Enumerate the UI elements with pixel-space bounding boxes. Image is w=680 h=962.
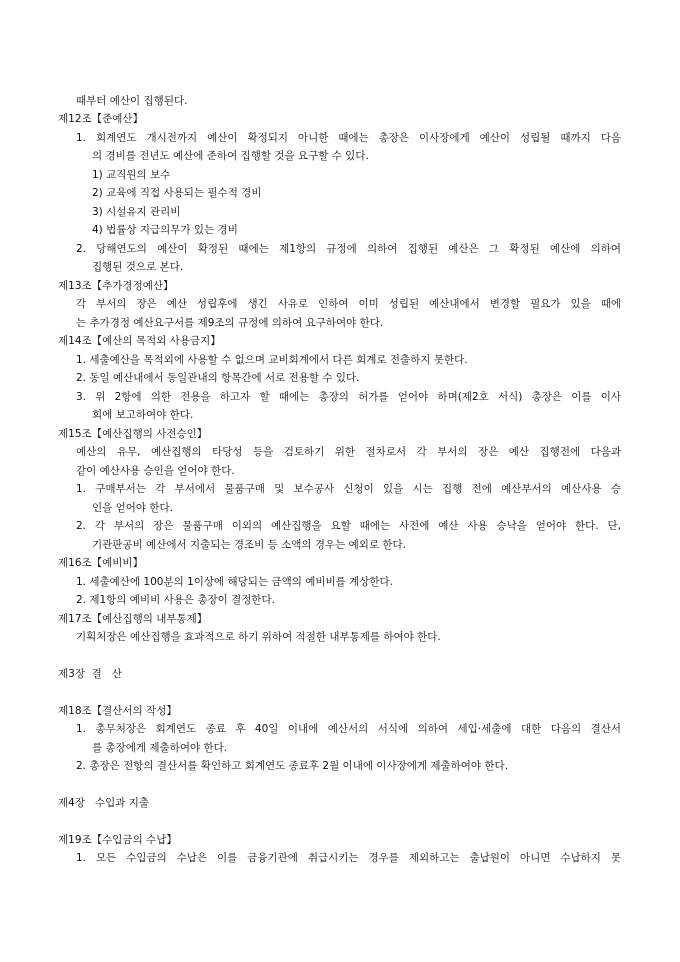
text-line: 예산의 유무, 예산집행의 타당성 등을 검토하기 위한 절차로서 각 부서의 장은 예산 집행전에 다음과 <box>76 446 621 458</box>
list-item: 1. 구매부서는 각 부서에서 물품구매 및 보수공사 신청이 있을 시는 집행 전에 예산부서의 예산사용 승 <box>76 483 621 495</box>
list-item: 1. 세출예산에 100분의 1이상에 해당되는 금액의 예비비를 계상한다. <box>76 576 394 588</box>
text-line: 의 경비를 전년도 예산에 준하여 집행할 것을 요구할 수 있다. <box>92 150 369 162</box>
article-heading: 제18조【결산서의 작성】 <box>58 705 177 717</box>
text-line: 를 총장에게 제출하여야 한다. <box>92 742 228 754</box>
list-item: 1. 회계연도 개시전까지 예산이 확정되지 아니한 때에는 총장은 이사장에게 예산이 성립될 때까지 다음 <box>76 132 621 144</box>
article-heading: 제15조【예산집행의 사전승인】 <box>58 428 208 440</box>
article-heading: 제14조【예산의 목적외 사용금지】 <box>58 335 221 347</box>
sub-list-item: 1) 교직원의 보수 <box>92 169 171 181</box>
list-item: 2. 당해연도의 예산이 확정된 때에는 제1항의 규정에 의하여 집행된 예산은 그 확정된 예산에 의하여 <box>76 243 621 255</box>
list-item: 2. 제1항의 예비비 사용은 총장이 결정한다. <box>76 594 276 606</box>
sub-list-item: 4) 법률상 지급의무가 있는 경비 <box>92 224 238 236</box>
sub-list-item: 2) 교육에 직접 사용되는 필수적 경비 <box>92 187 262 199</box>
list-item: 1. 총무처장은 회계연도 종료 후 40일 이내에 예산서의 서식에 의하여 세입·세출에 대한 다음의 결산서 <box>76 723 621 735</box>
chapter-heading: 제3장 결 산 <box>58 668 122 680</box>
text-line: 집행된 것으로 본다. <box>92 261 184 273</box>
text-line: 회에 보고하여야 한다. <box>92 409 194 421</box>
article-heading: 제16조【예비비】 <box>58 557 144 569</box>
text-line: 각 부서의 장은 예산 성립후에 생긴 사유로 인하여 이미 성립된 예산내에서 변경할 필요가 있을 때에 <box>76 298 621 310</box>
text-line: 기관판공비 예산에서 지출되는 경조비 등 소액의 경우는 예외로 한다. <box>92 539 407 551</box>
list-item: 2. 총장은 전항의 결산서를 확인하고 회계연도 종료후 2월 이내에 이사장에게 제출하여야 한다. <box>76 760 509 772</box>
text-line: 때부터 예산이 집행된다. <box>76 95 188 107</box>
list-item: 3. 위 2항에 의한 전용을 하고자 할 때에는 총장의 허가를 얻어야 하며(제2호 서식) 총장은 이를 이사 <box>76 391 621 403</box>
text-line: 기획처장은 예산집행을 효과적으로 하기 위하여 적절한 내부통제를 하여야 한다. <box>76 631 441 643</box>
article-heading: 제12조【준예산】 <box>58 113 144 125</box>
list-item: 2. 각 부서의 장은 물품구매 이외의 예산집행을 요할 때에는 사전에 예산 사용 승낙을 얻어야 한다. 단, <box>76 520 621 532</box>
list-item: 1. 세출예산을 목적외에 사용할 수 없으며 교비회계에서 다른 회계로 전출하지 못한다. <box>76 354 468 366</box>
article-heading: 제17조【예산집행의 내부통제】 <box>58 613 208 625</box>
list-item: 2. 동일 예산내에서 동일관내의 항목간에 서로 전용할 수 있다. <box>76 372 360 384</box>
chapter-heading: 제4장 수입과 지출 <box>58 797 150 809</box>
sub-list-item: 3) 시설유지 관리비 <box>92 206 181 218</box>
article-heading: 제19조【수입금의 수납】 <box>58 834 177 846</box>
text-line: 는 추가경정 예산요구서를 제9조의 규정에 의하여 요구하여야 한다. <box>76 317 384 329</box>
text-line: 같이 예산사용 승인을 얻어야 한다. <box>76 465 235 477</box>
text-line: 인을 얻어야 한다. <box>92 502 174 514</box>
article-heading: 제13조【추가경정예산】 <box>58 280 174 292</box>
list-item: 1. 모든 수입금의 수납은 이를 금융기관에 취급시키는 경우를 제외하고는 출납원이 아니면 수납하지 못 <box>76 852 621 864</box>
